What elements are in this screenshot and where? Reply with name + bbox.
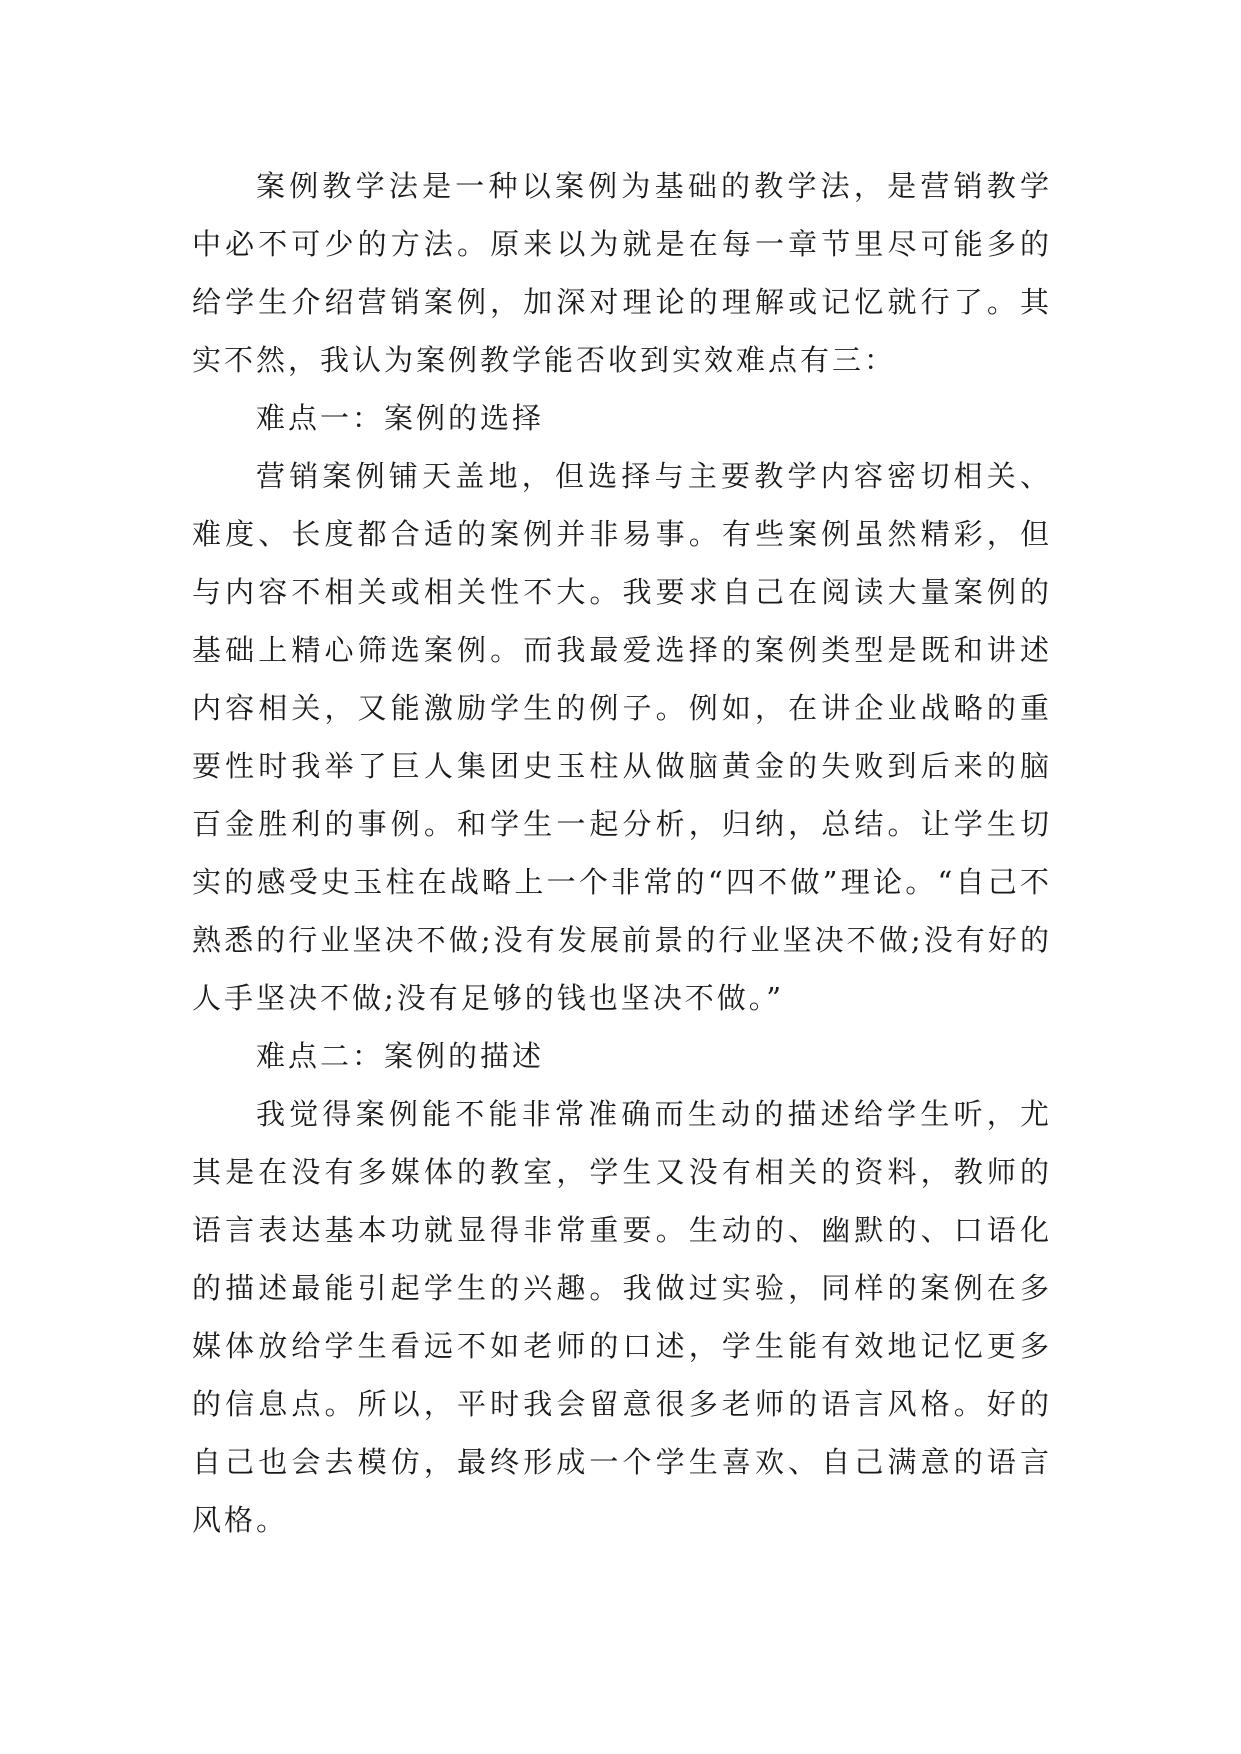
heading-difficulty-two: 难点二：案例的描述: [256, 1039, 545, 1073]
document-body: [192, 157, 1052, 1549]
paragraph-case-description: 我觉得案例能不能非常准确而生动的描述给学生听，尤其是在没有多媒体的教室，学生又没有相关的资料，教师的语言表达基本功就显得非常重要。生动的、幽默的、口语化的描述最能引起学生的兴趣。我做过实验，同样的案例在多媒体放给学生看远不如老师的口述，学生能有效地记忆更多的信息点。所以，平时我会留意很多老师的语言风格。好的自己也会去模仿，最终形成一个学生喜欢、自己满意的语言风格。: [192, 1097, 1052, 1537]
paragraph-case-selection: 营销案例铺天盖地，但选择与主要教学内容密切相关、难度、长度都合适的案例并非易事。有些案例虽然精彩，但与内容不相关或相关性不大。我要求自己在阅读大量案例的基础上精心筛选案例。而我最爱选择的案例类型是既和讲述内容相关，又能激励学生的例子。例如，在讲企业战略的重要性时我举了巨人集团史玉柱从做脑黄金的失败到后来的脑百金胜利的事例。和学生一起分析，归纳，总结。让学生切实的感受史玉柱在战略上一个非常的“四不做”理论。“自己不熟悉的行业坚决不做;没有发展前景的行业坚决不做;没有好的人手坚决不做;没有足够的钱也坚决不做。”: [192, 459, 1052, 1015]
paragraph-intro: 案例教学法是一种以案例为基础的教学法，是营销教学中必不可少的方法。原来以为就是在每一章节里尽可能多的给学生介绍营销案例，加深对理论的理解或记忆就行了。其实不然，我认为案例教学能否收到实效难点有三：: [192, 169, 1052, 377]
heading-difficulty-one: 难点一：案例的选择: [256, 401, 545, 435]
